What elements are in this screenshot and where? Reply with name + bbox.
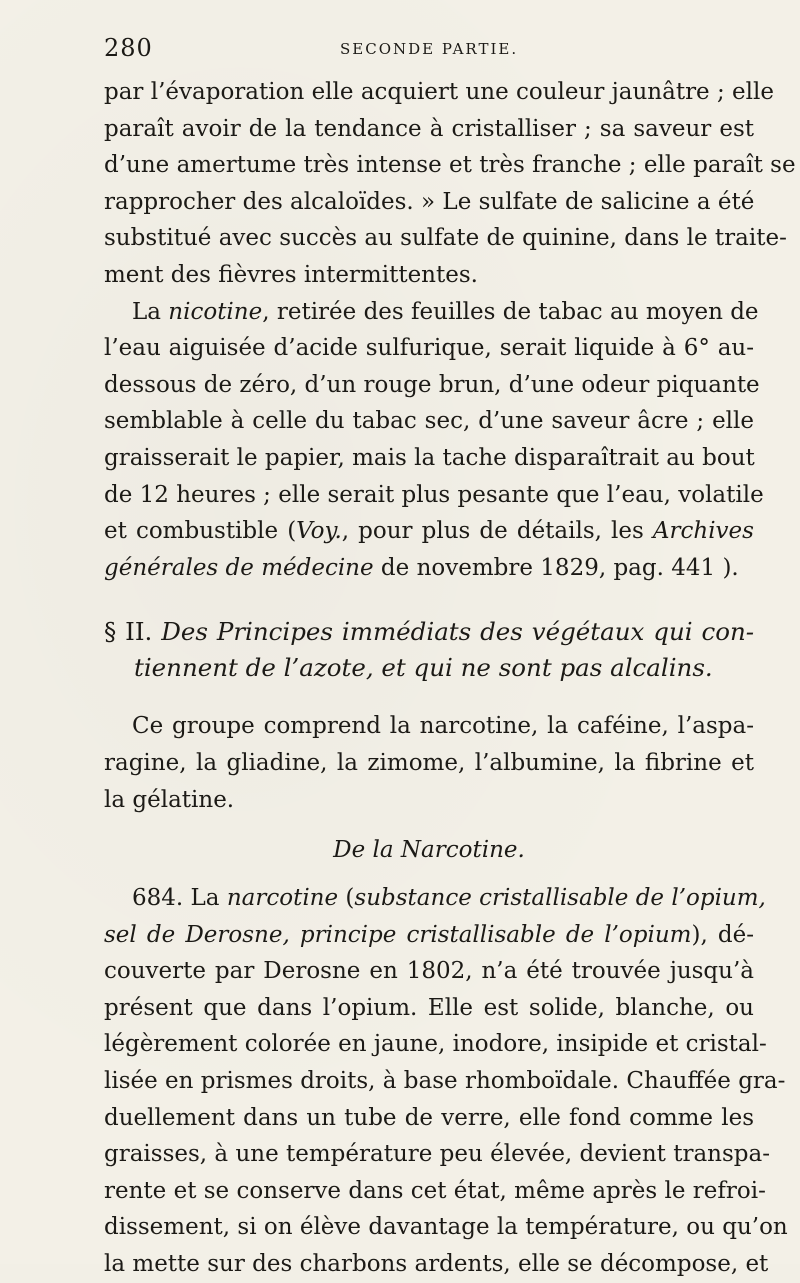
text-line: substitué avec succès au sulfate de quinine, dans le traite-: [104, 225, 787, 252]
text-line: dessous de zéro, d’un rouge brun, d’une odeur piquante: [104, 371, 760, 398]
text-line: rente et se conserve dans cet état, même après le refroi-: [104, 1177, 766, 1204]
text-span: ), dé-: [691, 921, 754, 948]
text-line: dissement, si on élève davantage la température, ou qu’on: [104, 1214, 788, 1241]
text-line: semblable à celle du tabac sec, d’une saveur âcre ; elle: [104, 408, 754, 435]
paragraph-narcotine: [104, 880, 788, 1283]
text-line: [104, 513, 754, 550]
subheading-narcotine: De la Narcotine.: [333, 837, 525, 864]
text-span: La: [132, 298, 169, 325]
text-span: sel de Derosne, principe cristallisable de l’opium: [104, 921, 692, 948]
text-span: , pour plus de détails, les: [341, 518, 653, 545]
text-line: légèrement colorée en jaune, inodore, insipide et cristal-: [104, 1031, 767, 1058]
text-line: graisserait le papier, mais la tache disparaîtrait au bout: [104, 444, 755, 471]
heading-line: tiennent de l’azote, et qui ne sont pas alcalins.: [134, 653, 713, 683]
text-span: substance cristallisable de l’opium,: [354, 885, 766, 912]
text-span: générales de médecine: [104, 554, 374, 581]
text-line: graisses, à une température peu élevée, devient transpa-: [104, 1141, 770, 1168]
term-nicotine: nicotine: [168, 298, 263, 325]
text-span: de novembre 1829, pag. 441 ).: [373, 554, 739, 581]
paragraph-group: [104, 708, 754, 818]
text-span: et combustible (: [104, 518, 297, 545]
text-line: duellement dans un tube de verre, elle fond comme les: [104, 1104, 754, 1131]
text-line: [104, 294, 759, 331]
text-line: couverte par Derosne en 1802, n’a été trouvée jusqu’à: [104, 958, 754, 985]
text-line: ment des fièvres intermittentes.: [104, 261, 478, 288]
body-text: [104, 74, 796, 1283]
text-line: paraît avoir de la tendance à cristalliser ; sa saveur est: [104, 115, 754, 142]
text-span: Archives: [652, 518, 754, 545]
paragraph-nicotine: [104, 294, 764, 587]
text-line: [104, 917, 754, 954]
text-span: , retirée des feuilles de tabac au moyen de: [262, 298, 759, 325]
text-line: la gélatine.: [104, 786, 235, 813]
text-line: la mette sur des charbons ardents, elle se décompose, et: [104, 1251, 769, 1278]
text-span: Voy.: [296, 518, 342, 545]
text-line: présent que dans l’opium. Elle est solide, blanche, ou: [104, 994, 754, 1021]
section-mark: § II.: [104, 617, 153, 647]
text-span: 684. La: [132, 885, 227, 912]
text-line: [104, 550, 754, 587]
text-line: ragine, la gliadine, la zimome, l’albumine, la fibrine et: [104, 749, 754, 776]
text-line: rapprocher des alcaloïdes. » Le sulfate de salicine a été: [104, 188, 755, 215]
page-header: [104, 34, 754, 64]
text-span: (: [338, 885, 355, 912]
text-line: l’eau aiguisée d’acide sulfurique, serait liquide à 6° au-: [104, 335, 754, 362]
text-line: lisée en prismes droits, à base rhomboïdale. Chauffée gra-: [104, 1068, 786, 1095]
text-line: par l’évaporation elle acquiert une couleur jaunâtre ; elle: [104, 79, 774, 105]
paragraph-salicine: [104, 74, 796, 294]
section-heading: [104, 614, 754, 686]
text-line: Ce groupe comprend la narcotine, la caféine, l’aspa-: [132, 713, 754, 740]
text-line: [104, 880, 766, 917]
text-line: de 12 heures ; elle serait plus pesante que l’eau, volatile: [104, 481, 764, 508]
text-span: Des Principes immédiats des végétaux qui con-: [152, 617, 754, 647]
text-line: d’une amertume très intense et très franche ; elle paraît se: [104, 152, 796, 179]
page-number: 280: [104, 34, 153, 62]
running-head: SECONDE PARTIE.: [340, 40, 519, 58]
term-narcotine: narcotine: [226, 885, 339, 912]
heading-line: [104, 614, 754, 650]
